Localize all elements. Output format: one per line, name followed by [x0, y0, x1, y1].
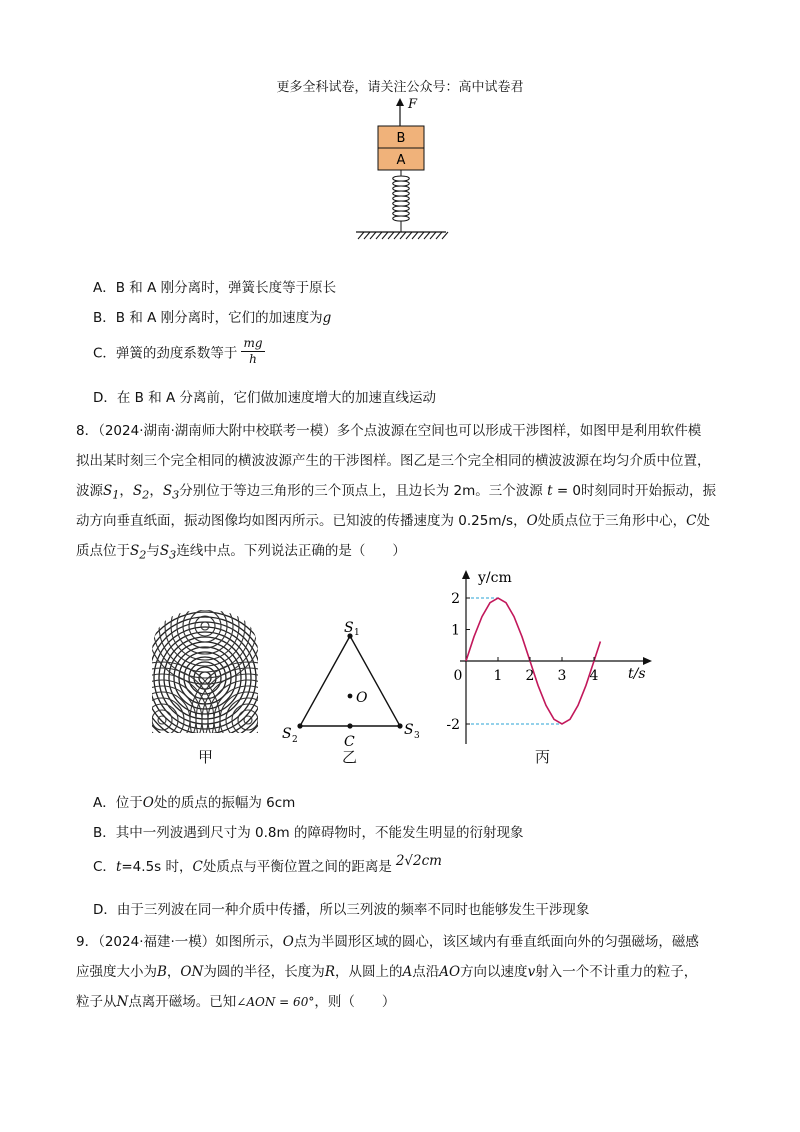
- x-tick-label: 0: [453, 668, 463, 684]
- x-tick-label: 1: [493, 668, 503, 684]
- c-dot: [347, 723, 352, 728]
- s2-dot: [297, 723, 302, 728]
- y-axis-label: y/cm: [478, 570, 512, 586]
- q8-line-5: 质点位于$S_2$与$S_3$连线中点。下列说法正确的是（ ）: [76, 543, 406, 562]
- vibration-graph: [442, 566, 664, 766]
- s2-sub: 2: [292, 735, 298, 745]
- x-axis-label: t/s: [628, 666, 646, 682]
- spring-block-figure: [340, 96, 450, 246]
- q8-line-1: 8．（2024·湖南·湖南师大附中校联考一模）多个点波源在空间也可以形成干涉图样，如图甲是利用软件模: [76, 423, 702, 439]
- x-tick-label: 2: [525, 668, 535, 684]
- x-tick-label: 3: [557, 668, 567, 684]
- q7-option-c: C．弹簧的劲度系数等于 $\frac{mg}{h}$: [93, 336, 263, 366]
- interference-pattern-figure: [150, 608, 260, 738]
- q9-line-1: 9．（2024·福建·一模）如图所示，O点为半圆形区域的圆心，该区域内有垂直纸面向外的匀强磁场，磁感: [76, 934, 699, 950]
- caption-jia: 甲: [198, 748, 214, 766]
- s3-sub: 3: [414, 731, 420, 741]
- caption-yi: 乙: [342, 748, 358, 766]
- y-tick-label: 1: [451, 622, 460, 639]
- s3-label: S: [404, 722, 414, 738]
- q8-option-c: C．t=4.5s 时，C处质点与平衡位置之间的距离是 2√2cm: [93, 853, 442, 875]
- force-label: F: [408, 97, 418, 112]
- q8-line-2: 拟出某时刻三个完全相同的横波波源产生的干涉图样。图乙是三个完全相同的横波波源在均匀介质中位置，: [76, 453, 711, 469]
- q8-line-3: 波源$S_1$，$S_2$，$S_3$分别位于等边三角形的三个顶点上，且边长为 2m。三个波源 t = 0时刻同时开始振动，振: [76, 483, 717, 502]
- s3-dot: [397, 723, 402, 728]
- block-b-label: B: [396, 131, 406, 146]
- spring-coil: [393, 170, 410, 232]
- caption-bing: 丙: [535, 748, 551, 766]
- y-tick-label: -2: [446, 717, 460, 733]
- force-arrow-icon: [396, 98, 404, 106]
- q8-line-4: 动方向垂直纸面，振动图像均如图丙所示。已知波的传播速度为 0.25m/s，O处质点位于三角形中心，C处: [76, 513, 711, 529]
- c-label: C: [344, 734, 355, 750]
- q7-option-b: B．B 和 A 刚分离时，它们的加速度为g: [93, 310, 332, 326]
- q8-option-a: A．位于O处的质点的振幅为 6cm: [93, 795, 296, 811]
- fraction-mg-h: $\frac{mg}{h}$: [243, 336, 263, 366]
- q9-line-2: 应强度大小为B，ON为圆的半径，长度为R，从圆上的A点沿AO方向以速度v射入一个不计重力的粒子，: [76, 964, 698, 980]
- s1-sub: 1: [354, 628, 360, 638]
- s1-label: S: [344, 620, 354, 636]
- ground-hatch: [358, 232, 448, 239]
- q7-option-d: D．在 B 和 A 分离前，它们做加速度增大的加速直线运动: [93, 390, 437, 406]
- q9-line-3: 粒子从N点离开磁场。已知∠AON = 60°，则（ ）: [76, 994, 396, 1010]
- q8-option-d: D．由于三列波在同一种介质中传播，所以三列波的频率不同时也能够发生干涉现象: [93, 902, 590, 918]
- y-tick-label: 2: [451, 591, 460, 607]
- o-label: O: [356, 690, 368, 706]
- y-axis-arrow-icon: [462, 570, 470, 579]
- triangle-figure: [276, 610, 426, 760]
- spring-path: [393, 170, 410, 232]
- block-a-label: A: [396, 153, 406, 168]
- o-dot: [348, 694, 353, 699]
- header-notice: 更多全科试卷，请关注公众号：高中试卷君: [276, 80, 524, 95]
- s2-label: S: [282, 726, 292, 742]
- x-tick-label: 4: [589, 668, 599, 684]
- q7-option-a: A．B 和 A 刚分离时，弹簧长度等于原长: [93, 280, 337, 296]
- q8-option-b: B．其中一列波遇到尺寸为 0.8m 的障碍物时，不能发生明显的衍射现象: [93, 825, 524, 841]
- x-axis-arrow-icon: [643, 657, 652, 665]
- equilateral-triangle: [300, 636, 400, 726]
